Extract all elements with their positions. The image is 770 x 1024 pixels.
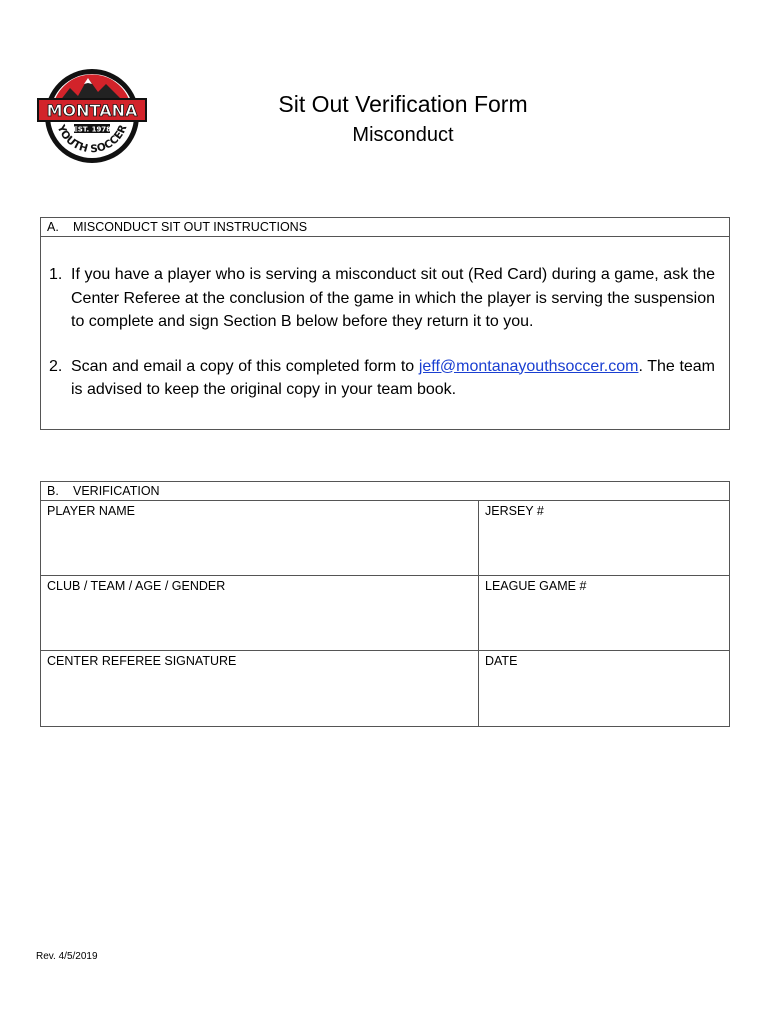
player-name-field[interactable]: PLAYER NAME bbox=[41, 501, 479, 575]
instruction-text bbox=[71, 355, 715, 402]
referee-signature-field[interactable]: CENTER REFEREE SIGNATURE bbox=[41, 651, 479, 727]
section-b-title: VERIFICATION bbox=[73, 484, 160, 498]
club-team-age-gender-field[interactable]: CLUB / TEAM / AGE / GENDER bbox=[41, 576, 479, 650]
league-game-number-field[interactable]: LEAGUE GAME # bbox=[485, 579, 587, 593]
section-a-letter: A. bbox=[47, 220, 59, 234]
page-subtitle: Misconduct bbox=[352, 124, 454, 146]
section-a-instructions bbox=[40, 217, 730, 430]
instruction-text-post: . The team is advised to keep the original copy in your team book. bbox=[71, 357, 716, 398]
section-b-verification bbox=[40, 481, 730, 727]
instruction-number: 2. bbox=[49, 357, 63, 375]
section-a-title: MISCONDUCT SIT OUT INSTRUCTIONS bbox=[73, 220, 308, 234]
logo-arc-text: YOUTH SOCCER bbox=[54, 123, 130, 156]
instruction-number: 1. bbox=[49, 266, 63, 283]
jersey-number-field[interactable]: JERSEY # bbox=[485, 504, 544, 518]
montana-youth-soccer-logo bbox=[36, 66, 148, 166]
instruction-item-1 bbox=[49, 263, 715, 334]
date-field[interactable]: DATE bbox=[485, 654, 518, 668]
logo-name-text: MONTANA bbox=[46, 101, 138, 120]
verification-row-referee bbox=[41, 651, 729, 727]
section-b-letter: B. bbox=[47, 484, 59, 498]
page-title: Sit Out Verification Form bbox=[278, 91, 528, 117]
section-b-heading bbox=[41, 482, 729, 501]
instruction-text: If you have a player who is serving a misconduct sit out (Red Card) during a game, ask the Center Referee at the conclusion of the game in which the player is serving the suspension to complete and sign Section B below before they return it to you. bbox=[71, 266, 715, 330]
verification-row-club bbox=[41, 576, 729, 651]
instruction-list bbox=[41, 263, 729, 402]
section-a-heading bbox=[41, 218, 729, 237]
logo-graphic bbox=[36, 66, 148, 166]
instruction-text-pre: Scan and email a copy of this completed form to bbox=[71, 357, 419, 375]
verification-row-player bbox=[41, 501, 729, 576]
email-link[interactable]: jeff@montanayouthsoccer.com bbox=[418, 357, 639, 375]
logo-est-text: EST. 1978 bbox=[72, 125, 112, 134]
instruction-item-2 bbox=[49, 355, 715, 402]
revision-note: Rev. 4/5/2019 bbox=[36, 951, 98, 962]
